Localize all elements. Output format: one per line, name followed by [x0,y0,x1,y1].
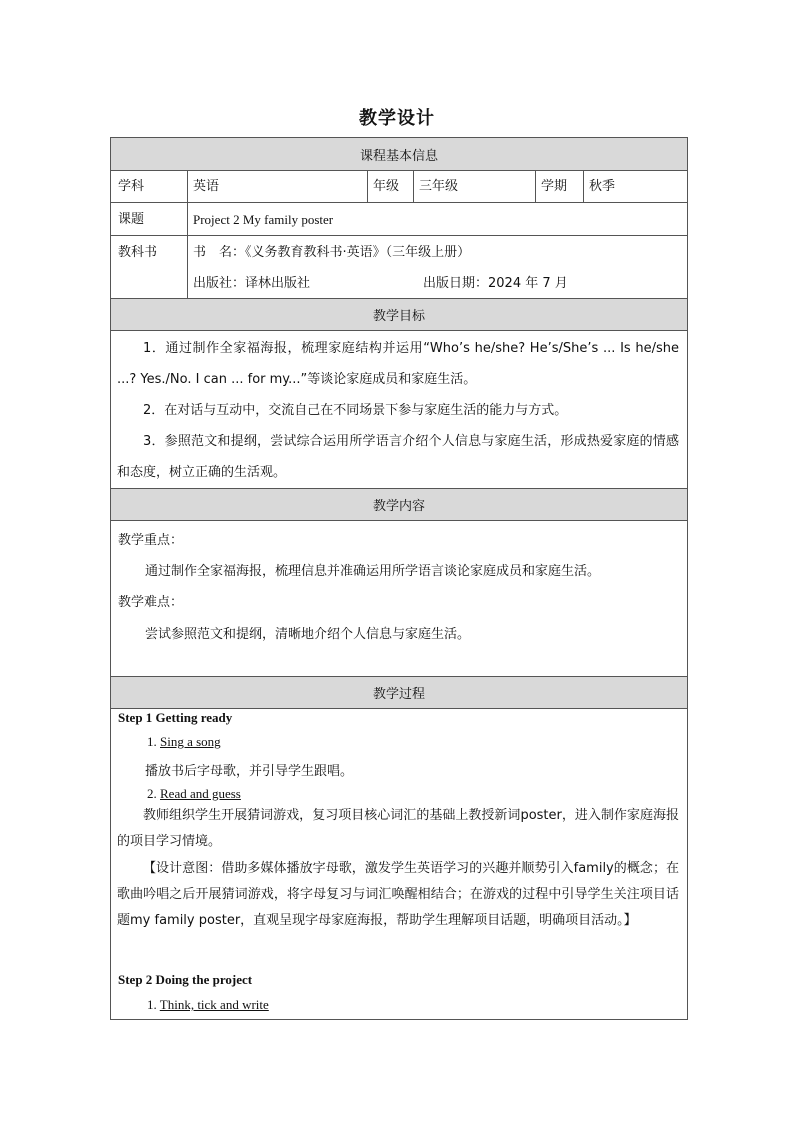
book-name: 书 名：《义务教育教科书·英语》（三年级上册） [193,245,471,260]
divider [535,170,536,202]
divider [583,170,584,202]
term-label: 学期 [541,179,568,194]
divider [111,330,687,331]
step-1-item-2-text: 教师组织学生开展猜词游戏，复习项目核心词汇的基础上教授新词poster，进入制作家庭海报的项目学习情境。 [117,808,679,849]
publish-date: 出版日期：2024 年 7 月 [423,276,568,291]
key-points-text: 通过制作全家福海报，梳理信息并准确运用所学语言谈论家庭成员和家庭生活。 [145,564,601,579]
divider [111,202,687,203]
topic-value: Project 2 My family poster [193,212,334,227]
item-title: Think, tick and write [159,997,269,1012]
textbook-label: 教科书 [118,245,158,260]
item-number: 2. [147,786,160,801]
difficulty-text: 尝试参照范文和提纲，清晰地介绍个人信息与家庭生活。 [145,627,471,642]
item-title: Sing a song [160,734,221,749]
page-title: 教学设计 [359,108,435,129]
subject-value: 英语 [193,179,220,194]
design-intent: 【设计意图：借助多媒体播放字母歌，激发学生英语学习的兴趣并顺势引入family的概念；在歌曲吟唱之后开展猜词游戏，将字母复习与词汇唤醒相结合；在游戏的过程中引导学生关注项目话题my family poster，直观呈现字母家庭海报，帮助学生理解项目话题，明确项目活动。】 [117,861,679,928]
topic-label: 课题 [118,212,145,227]
publisher: 出版社：译林出版社 [193,276,311,291]
step-1-item-2 [147,786,241,802]
objective-1: 1．通过制作全家福海报，梳理家庭结构并运用“Who’s he/she? He’s/She’s ... Is he/she ...? Yes./No. I can ... for my...”等谈论家庭成员和家庭生活。 [117,341,679,387]
step-2-title: Step 2 Doing the project [118,972,253,987]
basic-info-header: 课程基本信息 [111,138,687,170]
grade-value: 三年级 [419,179,459,194]
divider [111,170,687,171]
content-header: 教学内容 [111,489,687,520]
divider [111,235,687,236]
divider [111,520,687,521]
subject-label: 学科 [118,179,145,194]
lesson-plan-table [110,137,688,1020]
divider [187,170,188,298]
objectives-header: 教学目标 [111,299,687,330]
item-number: 1. [147,997,160,1012]
divider [413,170,414,202]
divider [367,170,368,202]
key-points-label: 教学重点： [118,533,184,548]
item-title: Read and guess [160,786,241,801]
grade-label: 年级 [373,179,400,194]
term-value: 秋季 [589,179,616,194]
item-number: 1. [147,734,160,749]
divider [111,708,687,709]
objective-3: 3．参照范文和提纲，尝试综合运用所学语言介绍个人信息与家庭生活，形成热爱家庭的情感和态度，树立正确的生活观。 [117,434,679,480]
step-1-item-1-text: 播放书后字母歌，并引导学生跟唱。 [145,764,354,779]
difficulty-label: 教学难点： [118,595,184,610]
step-1-title: Step 1 Getting ready [118,710,233,725]
step-2-item-1 [147,997,269,1013]
process-header: 教学过程 [111,677,687,708]
step-1-item-1 [147,734,221,750]
objective-2: 2．在对话与互动中，交流自己在不同场景下参与家庭生活的能力与方式。 [143,403,568,418]
